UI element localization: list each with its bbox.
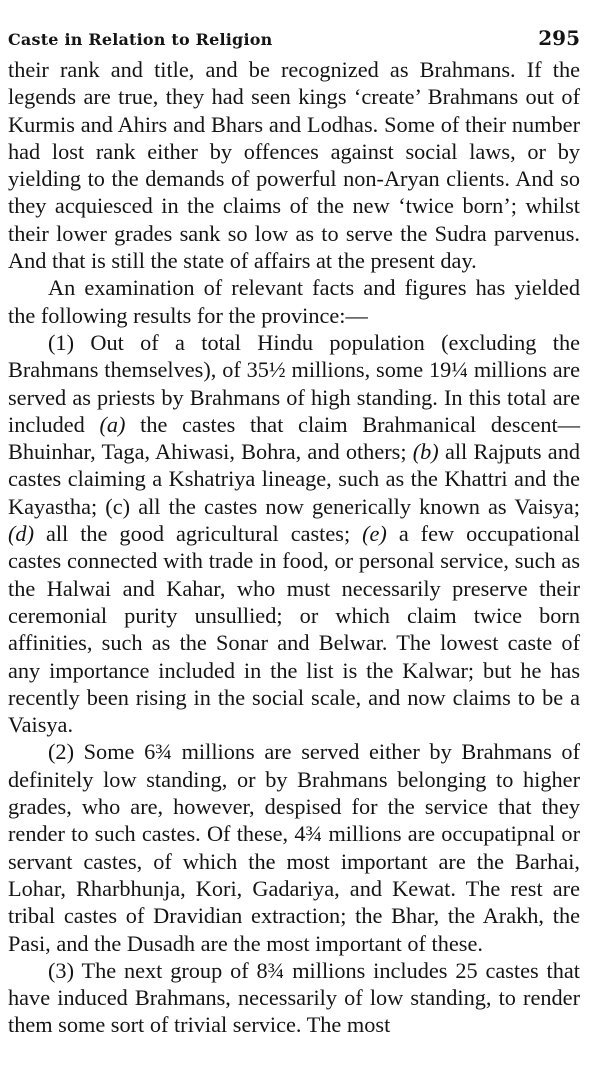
paragraph-continuation: their rank and title, and be recognized as Brahmans. If the legends are true, they had seen kings ‘create’ Brahmans out of Kurmis and Ahirs and Bhars and Lodhas. Some of their number had lost rank either by offences against social laws, or by yielding to the demands of powerful non-Aryan clients. And so they acquiesced in the claims of the new ‘twice born’; whilst their lower grades sank so low as to serve the Sudra parvenus. And that is still the state of affairs at the present day.: [8, 57, 580, 274]
list-item-1-text: the castes that claim Brahmanical descent—Bhuinhar, Taga, Ahiwasi, Bohra, and others;: [8, 411, 580, 465]
marker-b: (b): [412, 439, 439, 465]
body-text: [8, 56, 580, 1039]
list-item-1-text: all Rajputs and castes claiming a Kshatriya lineage, such as the Khattri and the Kayastha; (c) all the castes now generically known as Vaisya;: [8, 439, 580, 519]
running-head-title: Caste in Relation to Religion: [8, 30, 273, 49]
marker-a: (a): [99, 411, 126, 437]
marker-e: (e): [362, 521, 387, 547]
page-number: 295: [538, 26, 580, 50]
list-item-3: (3) The next group of 8¾ millions includes 25 castes that have induced Brahmans, necessarily of low standing, to render them some sort of trivial service. The most: [8, 957, 580, 1038]
list-item-1: [8, 329, 580, 738]
list-item-1-text: all the good agricultural castes;: [34, 521, 363, 547]
paragraph-examination: An examination of relevant facts and figures has yielded the following results for the province:—: [8, 275, 580, 328]
marker-d: (d): [8, 521, 34, 547]
running-head: [8, 26, 580, 50]
list-item-1-text: (1) Out of a total Hindu population (excluding the Brahmans themselves), of 35½ millions, some 19¼ millions are served as priests by Brahmans of high standing. In this total are included: [8, 329, 580, 437]
list-item-2: (2) Some 6¾ millions are served either by Brahmans of definitely low standing, or by Brahmans belonging to higher grades, who are, however, despised for the service that they render to such castes. Of these, 4¾ millions are occupatipnal or servant castes, of which the most important are the Barhai, Lohar, Rharbhunja, Kori, Gadariya, and Kewat. The rest are tribal castes of Dravidian extraction; the Bhar, the Arakh, the Pasi, and the Dusadh are the most important of these.: [8, 739, 580, 956]
list-item-1-text: a few occupational castes connected with trade in food, or personal service, such as the Halwai and Kahar, who must necessarily preserve their ceremonial purity unsullied; or which claim twice born affinities, such as the Sonar and Belwar. The lowest caste of any importance included in the list is the Kalwar; but he has recently been rising in the social scale, and now claims to be a Vaisya.: [8, 521, 580, 738]
